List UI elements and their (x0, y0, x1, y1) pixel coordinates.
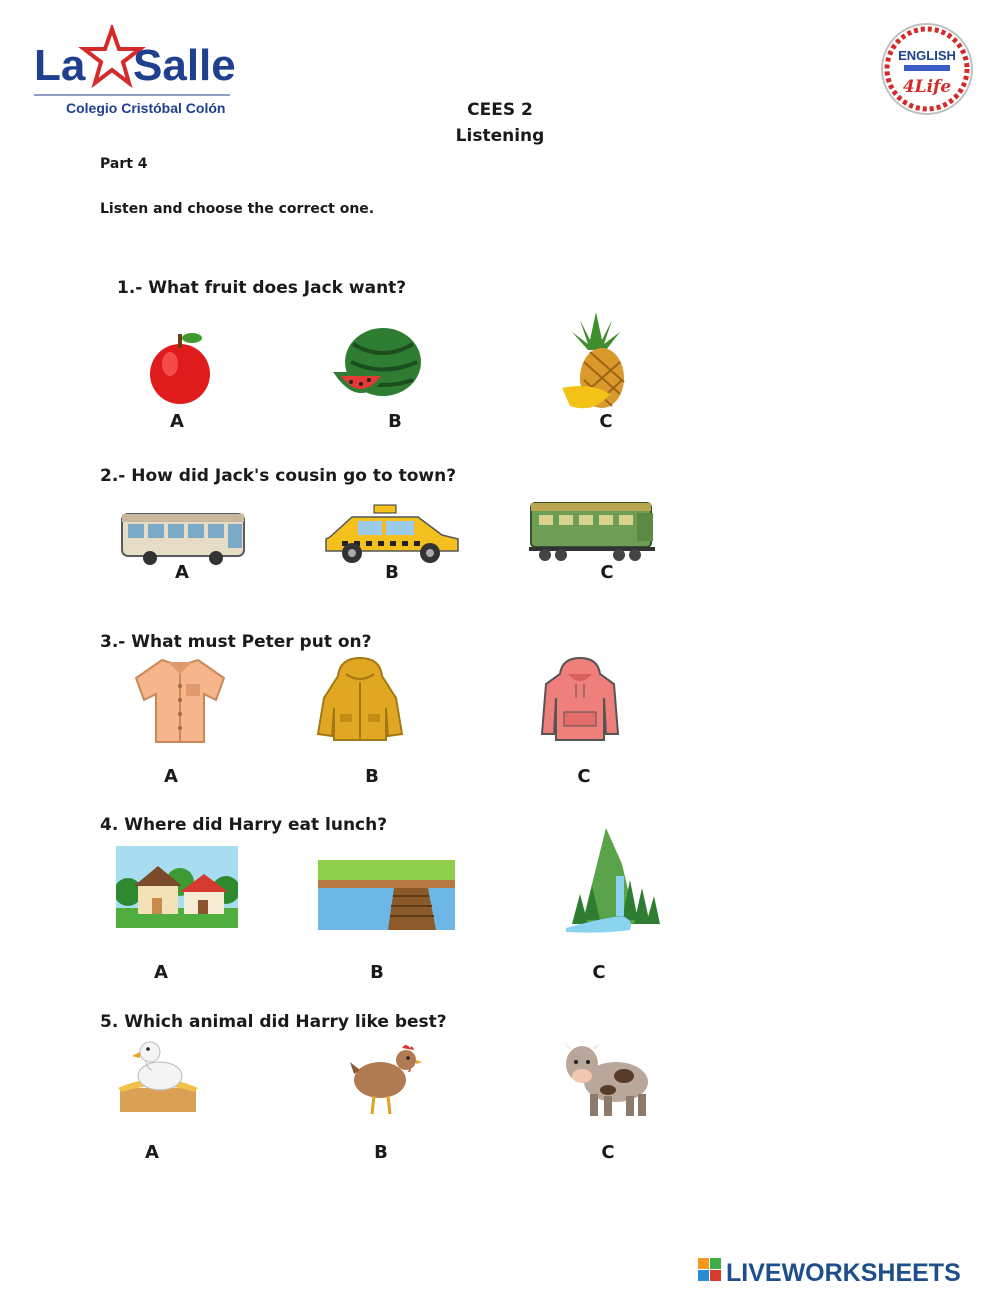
bus-image[interactable] (120, 510, 248, 566)
question-1-text: 1.- What fruit does Jack want? (117, 278, 407, 298)
badge-top-text: ENGLISH (898, 48, 956, 63)
cow-image[interactable] (560, 1036, 656, 1120)
page-subtitle: Listening (455, 126, 545, 146)
liveworksheets-logo (698, 1254, 998, 1288)
question-3-option-c[interactable]: C (577, 766, 591, 787)
live-blocks-icon (698, 1258, 721, 1281)
hoodie-image[interactable] (540, 654, 620, 744)
question-4-option-b[interactable]: B (370, 962, 384, 983)
school-subtitle: Colegio Cristóbal Colón (66, 100, 226, 116)
la-salle-logo-text-left: La (34, 41, 86, 90)
hen-image[interactable] (348, 1040, 424, 1120)
question-1-option-a[interactable]: A (170, 411, 184, 432)
part-label: Part 4 (100, 156, 148, 172)
waterfall-forest-image[interactable] (562, 824, 660, 934)
taxi-image[interactable] (322, 503, 462, 565)
question-5-option-c[interactable]: C (601, 1142, 615, 1163)
question-5-text: 5. Which animal did Harry like best? (100, 1012, 447, 1032)
question-4-option-c[interactable]: C (592, 962, 606, 983)
question-3-option-b[interactable]: B (365, 766, 379, 787)
la-salle-logo-text-right: Salle (133, 41, 236, 90)
train-image[interactable] (525, 495, 663, 563)
question-1-option-b[interactable]: B (388, 411, 402, 432)
duck-nest-image[interactable] (116, 1036, 200, 1114)
instruction-text: Listen and choose the correct one. (100, 201, 375, 217)
red-star-icon (84, 29, 140, 83)
question-3-option-a[interactable]: A (164, 766, 178, 787)
shirt-image[interactable] (132, 656, 228, 744)
question-4-text: 4. Where did Harry eat lunch? (100, 815, 388, 835)
question-2-text: 2.- How did Jack's cousin go to town? (100, 466, 457, 486)
lake-dock-image[interactable] (318, 860, 455, 930)
page-title: CEES 2 (467, 100, 533, 120)
raincoat-image[interactable] (316, 654, 404, 744)
question-2-option-b[interactable]: B (385, 562, 399, 583)
question-5-option-b[interactable]: B (374, 1142, 388, 1163)
question-1-option-c[interactable]: C (599, 411, 613, 432)
apple-image[interactable] (140, 322, 224, 408)
pineapple-image[interactable] (560, 310, 632, 412)
liveworksheets-text: LIVEWORKSHEETS (726, 1259, 961, 1287)
question-2-option-a[interactable]: A (175, 562, 189, 583)
question-3-text: 3.- What must Peter put on? (100, 632, 372, 652)
houses-image[interactable] (116, 846, 238, 928)
question-5-option-a[interactable]: A (145, 1142, 159, 1163)
question-4-option-a[interactable]: A (154, 962, 168, 983)
question-2-option-c[interactable]: C (600, 562, 614, 583)
badge-bottom-text: 4Life (902, 77, 952, 97)
liveworksheets-logo-svg (698, 1254, 998, 1288)
watermelon-image[interactable] (333, 322, 425, 408)
